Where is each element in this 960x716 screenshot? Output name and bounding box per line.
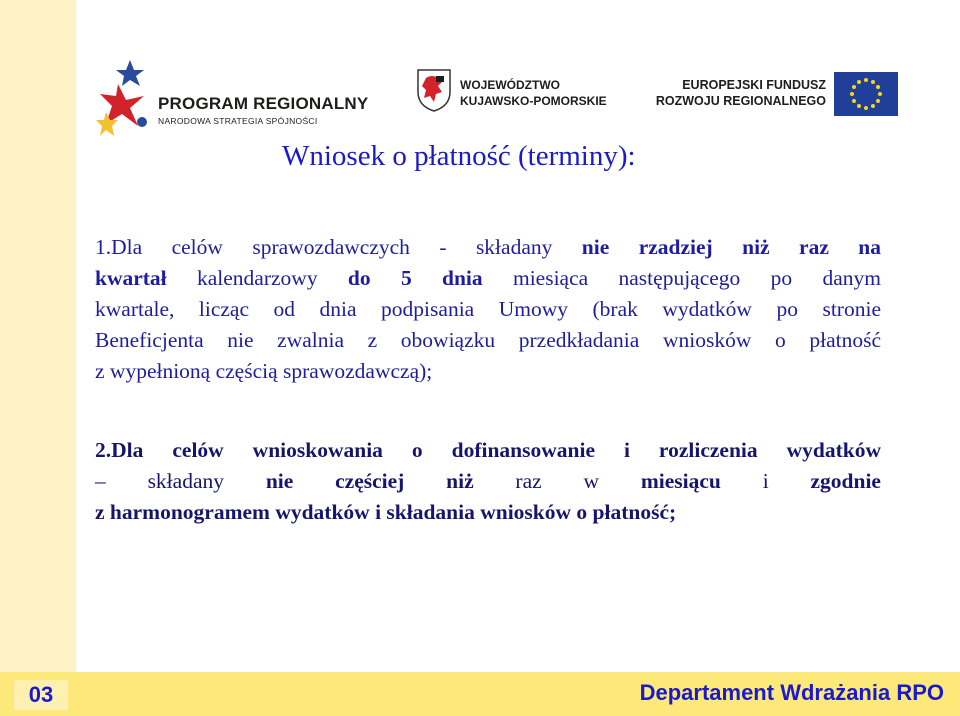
p2-l2d: miesiącu: [640, 469, 721, 493]
logo-bar: [76, 34, 930, 154]
paragraph-financing: [95, 435, 881, 528]
eu-line1: EUROPEJSKI FUNDUSZ: [682, 78, 826, 92]
p2-l3: z harmonogramem wydatków i składania wniosków o płatność;: [95, 500, 677, 524]
p1-line4: Beneficjenta nie zwalnia z obowiązku przedkładania wniosków o płatność: [95, 328, 881, 352]
footer-bar: [0, 672, 960, 716]
page-number: 03: [14, 680, 68, 710]
p1-l2a: kwartał: [95, 266, 167, 290]
p1-line1: [95, 232, 881, 263]
program-title: PROGRAM REGIONALNY: [158, 94, 369, 113]
p1-l2c: do 5 dnia: [347, 266, 483, 290]
p1-line2: [95, 263, 881, 294]
p1-l2d: miesiąca następującego po danym: [482, 266, 881, 290]
wojewodztwo-line1: WOJEWÓDZTWO: [460, 78, 560, 92]
paragraph-reporting: [95, 232, 881, 387]
eu-flag-icon: [834, 72, 898, 116]
department-label: Departament Wdrażania RPO: [639, 680, 944, 705]
program-star-icon: [96, 50, 156, 140]
wojewodztwo-logo: [414, 68, 614, 118]
program-regionalny-logo: [96, 50, 396, 140]
p1-l1b: - składany: [409, 235, 582, 259]
program-subtitle: NARODOWA STRATEGIA SPÓJNOŚCI: [158, 116, 318, 126]
left-decorative-strip: [0, 0, 76, 672]
p1-l1a: 1.Dla celów sprawozdawczych: [95, 235, 410, 259]
p2-l2e: i: [720, 469, 811, 493]
p2-l2c: raz w: [473, 469, 641, 493]
eu-line2: ROZWOJU REGIONALNEGO: [655, 94, 826, 108]
p2-line1: [95, 435, 881, 466]
wojewodztwo-line2: KUJAWSKO-POMORSKIE: [460, 94, 607, 108]
p2-line2: [95, 466, 881, 497]
p1-line3: kwartale, licząc od dnia podpisania Umowy (brak wydatków po stronie: [95, 297, 881, 321]
p1-line5: z wypełnioną częścią sprawozdawczą);: [95, 359, 433, 383]
slide-title: Wniosek o płatność (terminy):: [282, 140, 636, 172]
p2-l2b: nie częściej niż: [265, 469, 474, 493]
p1-l1c: nie rzadziej niż raz na: [581, 235, 881, 259]
p2-l1: 2.Dla celów wnioskowania o dofinansowanie i rozliczenia wydatków: [95, 438, 881, 462]
p2-l2a: – składany: [95, 469, 266, 493]
eu-fund-logo: [652, 70, 922, 120]
griffin-crest-icon: [414, 68, 454, 112]
p2-line3: [95, 497, 881, 528]
p1-l2b: kalendarzowy: [166, 266, 348, 290]
p2-l2f: zgodnie: [810, 469, 881, 493]
